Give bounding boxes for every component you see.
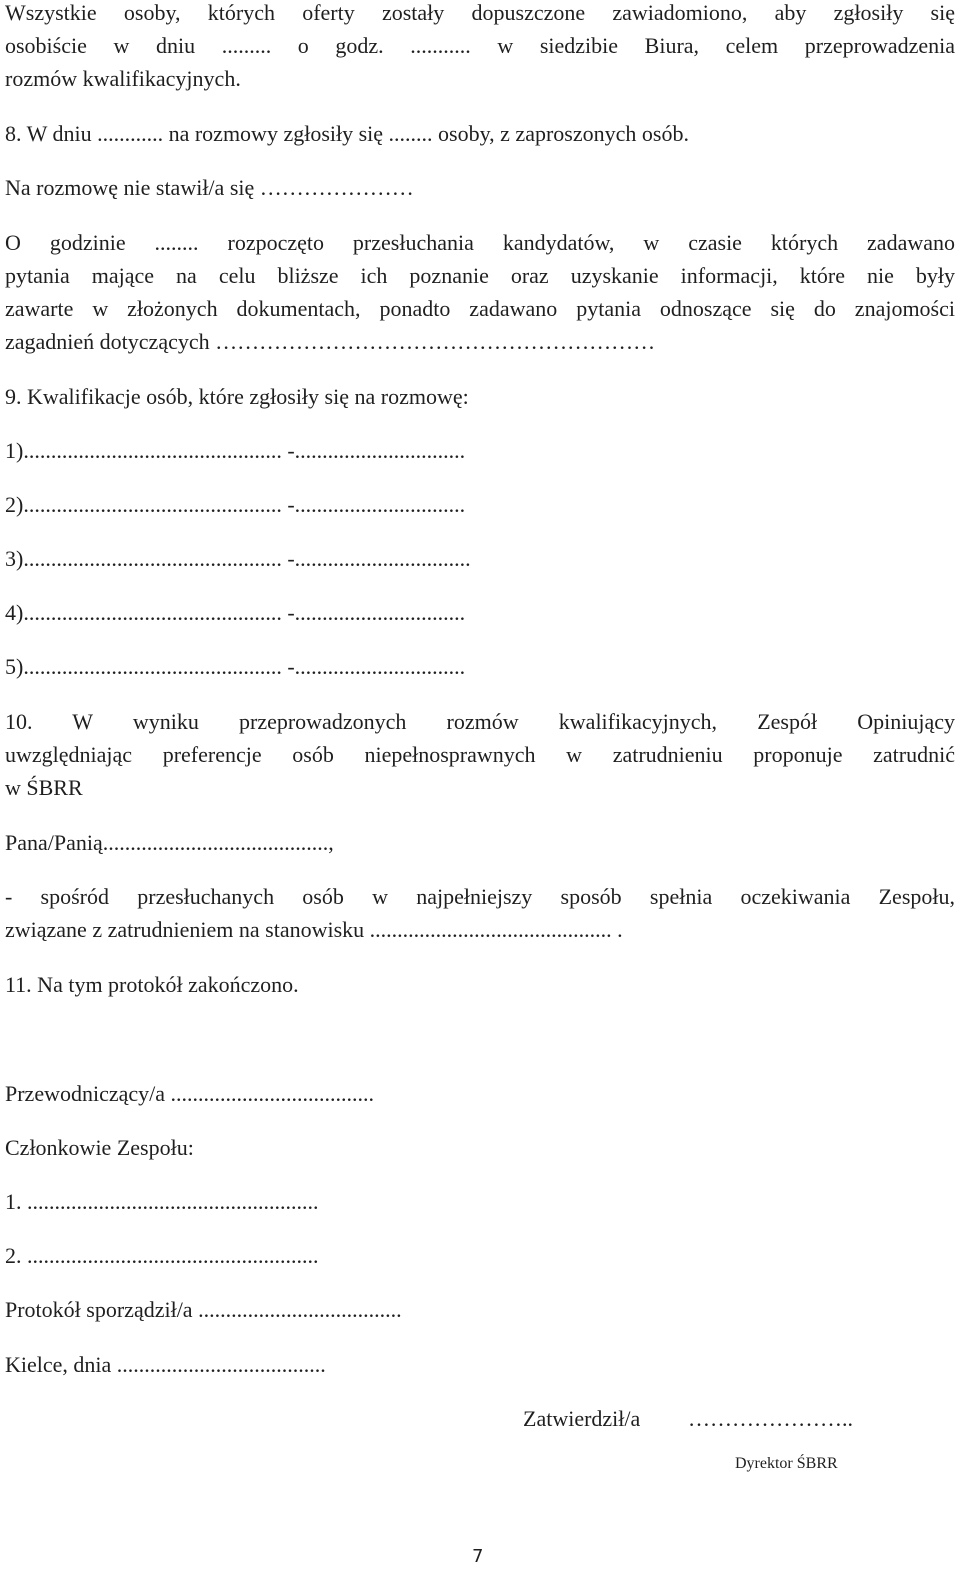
list-item: 3)............................................... -................................ <box>5 546 471 571</box>
approval-signature-line: ………………….. <box>688 1406 853 1431</box>
text-line: osobiście w dniu ......... o godz. ........... w siedzibie Biura, celem przeprowadzenia <box>5 33 955 58</box>
text-line: Wszystkie osoby, których oferty zostały dopuszczone zawiadomiono, aby zgłosiły się <box>5 0 955 25</box>
list-item: 1)............................................... -............................... <box>5 438 466 463</box>
text-line: Członkowie Zespołu: <box>5 1135 194 1160</box>
text-line: Pana/Panią........................................., <box>5 830 334 855</box>
text-line: pytania mające na celu bliższe ich poznanie oraz uzyskanie informacji, które nie były <box>5 263 955 288</box>
text-line: Na rozmowę nie stawił/a się ………………… <box>5 175 414 200</box>
section-9-heading: 9. Kwalifikacje osób, które zgłosiły się na rozmowę: <box>5 384 469 409</box>
approval-label: Zatwierdził/a <box>523 1406 641 1431</box>
text-line: rozmów kwalifikacyjnych. <box>5 66 241 91</box>
list-item: 5)............................................... -............................... <box>5 654 466 679</box>
text-line: zagadnień dotyczących …………………………………………………… <box>5 329 656 354</box>
section-8-line: 8. W dniu ............ na rozmowy zgłosiły się ........ osoby, z zaproszonych osób. <box>5 121 689 146</box>
section-10-line: 10. W wyniku przeprowadzonych rozmów kwalifikacyjnych, Zespół Opiniujący <box>5 709 955 734</box>
signature-line: Protokół sporządził/a ..................................... <box>5 1297 402 1322</box>
text-line: zawarte w złożonych dokumentach, ponadto zadawano pytania odnoszące się do znajomości <box>5 296 955 321</box>
text-line: - spośród przesłuchanych osób w najpełniejszy sposób spełnia oczekiwania Zespołu, <box>5 884 955 909</box>
text-line: O godzinie ........ rozpoczęto przesłuchania kandydatów, w czasie których zadawano <box>5 230 955 255</box>
signature-line: 2. ..................................................... <box>5 1243 319 1268</box>
list-item: 2)............................................... -............................... <box>5 492 466 517</box>
section-11-line: 11. Na tym protokół zakończono. <box>5 972 299 997</box>
signature-line: 1. ..................................................... <box>5 1189 319 1214</box>
page-number: 7 <box>472 1546 484 1567</box>
place-date-line: Kielce, dnia ...................................... <box>5 1352 326 1377</box>
text-line: w ŚBRR <box>5 775 83 800</box>
list-item: 4)............................................... -............................... <box>5 600 466 625</box>
text-line: uwzględniając preferencje osób niepełnosprawnych w zatrudnieniu proponuje zatrudnić <box>5 742 955 767</box>
text-line: związane z zatrudnieniem na stanowisku ............................................ . <box>5 917 623 942</box>
signature-line: Przewodniczący/a ..................................... <box>5 1081 375 1106</box>
director-title: Dyrektor ŚBRR <box>735 1455 838 1472</box>
